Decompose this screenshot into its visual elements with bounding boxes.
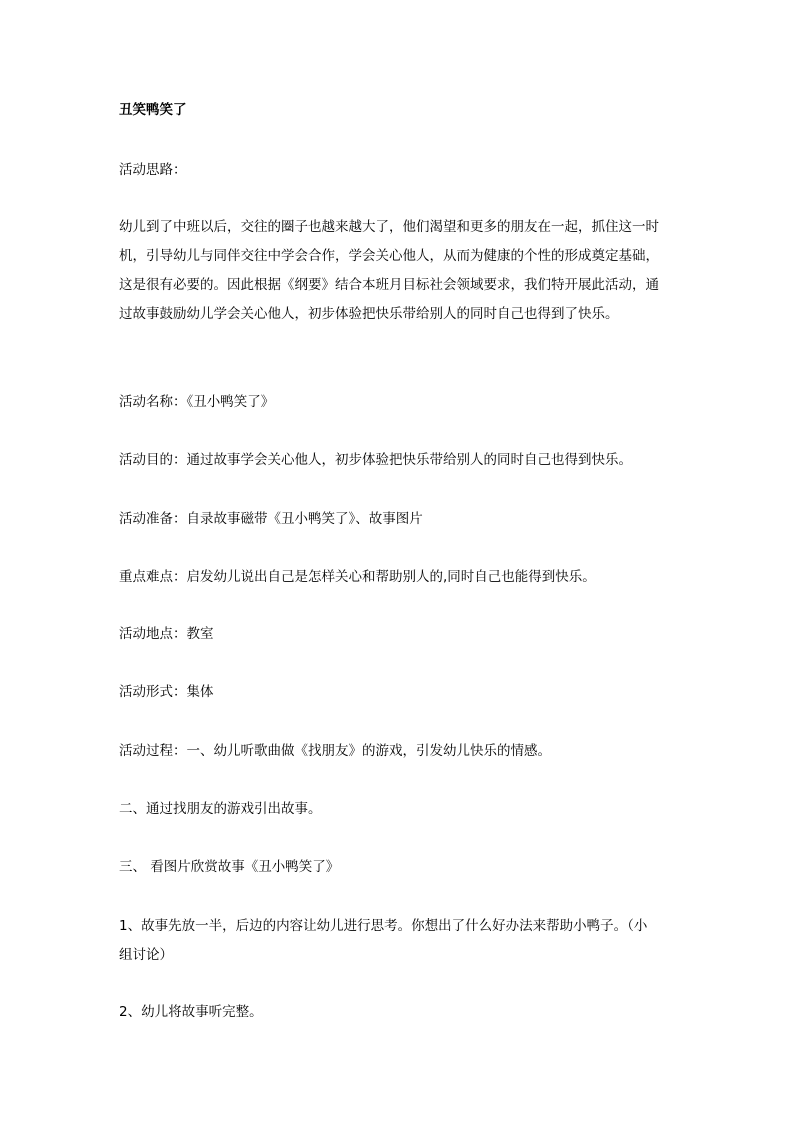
story-item-2: 2、幼儿将故事听完整。 (119, 1004, 263, 1020)
process-step-2: 二、通过找朋友的游戏引出故事。 (119, 801, 322, 817)
document-title: 丑笑鸭笑了 (119, 102, 187, 118)
idea-paragraph (119, 213, 675, 329)
idea-line: 这是很有必要的。因此根据《纲要》结合本班月目标社会领域要求，我们特开展此活动，通 (119, 277, 659, 293)
item1-line: 1、故事先放一半，后边的内容让幼儿进行思考。你想出了什么好办法来帮助小鸭子。（小 (119, 918, 648, 934)
activity-preparation: 活动准备：自录故事磁带《丑小鸭笑了》、故事图片 (119, 511, 423, 527)
story-item-1 (119, 912, 675, 970)
activity-goal: 活动目的：通过故事学会关心他人，初步体验把快乐带给别人的同时自己也得到快乐。 (119, 452, 632, 468)
idea-line: 幼儿到了中班以后，交往的圈子也越来越大了，他们渴望和更多的朋友在一起，抓住这一时 (119, 219, 659, 235)
key-difficult-point: 重点难点：启发幼儿说出自己是怎样关心和帮助别人的,同时自己也能得到快乐。 (119, 569, 596, 585)
process-step-3: 三、 看图片欣赏故事《丑小鸭笑了》 (119, 859, 340, 875)
activity-name: 活动名称：《丑小鸭笑了》 (119, 394, 275, 410)
activity-process: 活动过程：一、幼儿听歌曲做《找朋友》的游戏，引发幼儿快乐的情感。 (119, 743, 551, 759)
activity-place: 活动地点：教室 (119, 626, 214, 642)
item1-line: 组讨论） (119, 947, 173, 963)
activity-form: 活动形式：集体 (119, 684, 214, 700)
idea-line: 过故事鼓励幼儿学会关心他人，初步体验把快乐带给别人的同时自己也得到了快乐。 (119, 306, 619, 322)
idea-heading: 活动思路： (119, 162, 187, 178)
idea-line: 机，引导幼儿与同伴交往中学会合作，学会关心他人，从而为健康的个性的形成奠定基础， (119, 248, 659, 264)
